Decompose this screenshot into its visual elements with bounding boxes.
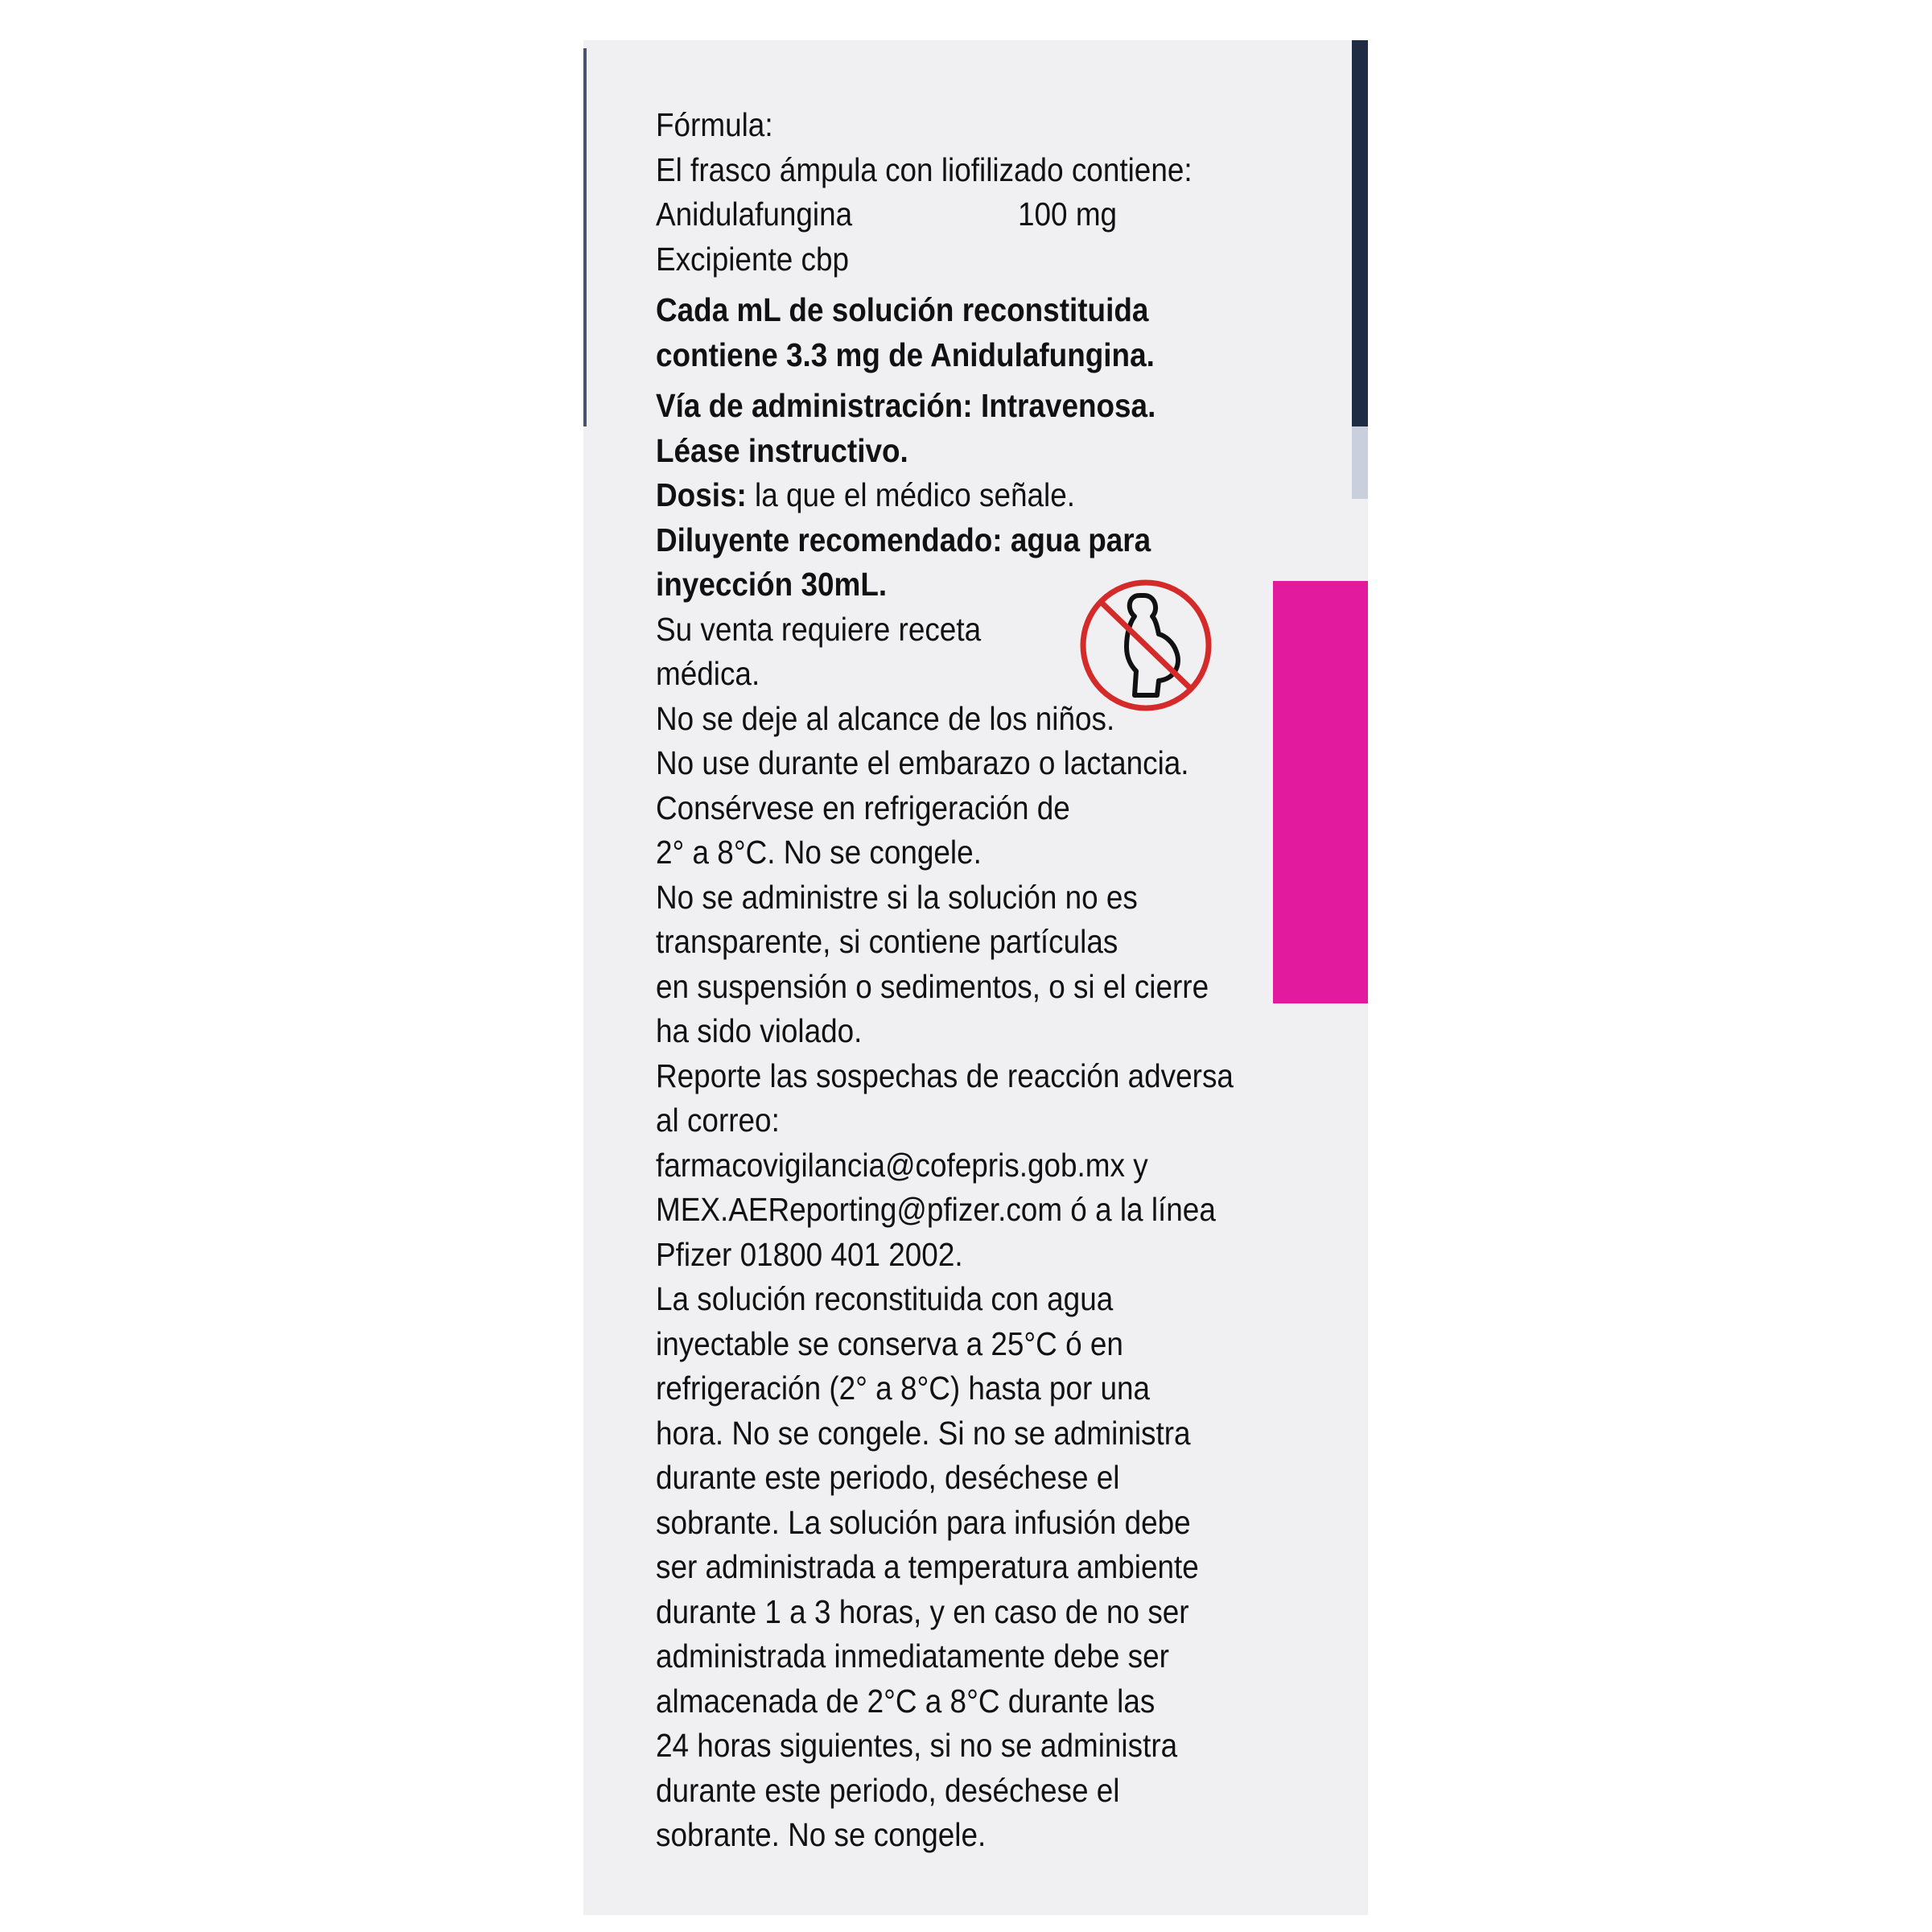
- excipient: Excipiente cbp: [656, 240, 850, 278]
- warning-line: durante este periodo, deséchese el: [656, 1771, 1120, 1809]
- formula-contains: El frasco ámpula con liofilizado contiene:: [656, 150, 1193, 188]
- warning-line: Su venta requiere receta: [656, 610, 982, 648]
- reconstituted-line-2: contiene 3.3 mg de Anidulafungina.: [656, 336, 1155, 373]
- dose-text: la que el médico señale.: [746, 476, 1075, 513]
- warning-line: 24 horas siguientes, si no se administra: [656, 1727, 1178, 1764]
- warning-line: durante 1 a 3 horas, y en caso de no ser: [656, 1592, 1189, 1630]
- warning-line: en suspensión o sedimentos, o si el cierre: [656, 967, 1209, 1005]
- warning-line: ser administrada a temperatura ambiente: [656, 1548, 1199, 1585]
- warning-line: 2° a 8°C. No se congele.: [656, 834, 982, 871]
- warning-line: administrada inmediatamente debe ser: [656, 1637, 1169, 1675]
- dose-label: Dosis:: [656, 476, 747, 513]
- light-color-band: [1352, 426, 1368, 499]
- diluent-line-1: Diluyente recomendado: agua para: [656, 521, 1151, 558]
- warning-line: sobrante. No se congele.: [656, 1816, 987, 1853]
- warning-line: ha sido violado.: [656, 1012, 863, 1049]
- panel-left-edge: [583, 48, 587, 426]
- warning-line: al correo:: [656, 1102, 780, 1139]
- warning-line: almacenada de 2°C a 8°C durante las: [656, 1682, 1155, 1720]
- warning-line: La solución reconstituida con agua: [656, 1280, 1114, 1317]
- warning-line: refrigeración (2° a 8°C) hasta por una: [656, 1370, 1151, 1407]
- warning-line: Reporte las sospechas de reacción adversa: [656, 1057, 1234, 1094]
- formula-title: Fórmula:: [656, 106, 773, 143]
- route-of-administration: Vía de administración: Intravenosa.: [656, 387, 1156, 424]
- ingredient-name: Anidulafungina: [656, 196, 853, 233]
- warning-line: MEX.AEReporting@pfizer.com ó a la línea: [656, 1191, 1216, 1228]
- warning-line: farmacovigilancia@cofepris.gob.mx y: [656, 1146, 1148, 1184]
- warning-line: inyectable se conserva a 25°C ó en: [656, 1324, 1123, 1362]
- warning-line: médica.: [656, 655, 760, 692]
- warning-line: No se deje al alcance de los niños.: [656, 699, 1115, 737]
- warning-line: Pfizer 01800 401 2002.: [656, 1235, 963, 1273]
- warning-line: durante este periodo, deséchese el: [656, 1459, 1120, 1496]
- diluent-line-2: inyección 30mL.: [656, 566, 888, 603]
- warning-line: Consérvese en refrigeración de: [656, 789, 1070, 826]
- dose-line: [656, 473, 1308, 518]
- ingredient-row: [656, 192, 1308, 237]
- navy-color-band: [1352, 40, 1368, 426]
- warning-line: No se administre si la solución no es: [656, 878, 1138, 916]
- warning-line: hora. No se congele. Si no se administra: [656, 1414, 1191, 1452]
- read-instructions: Léase instructivo.: [656, 431, 908, 469]
- warning-line: sobrante. La solución para infusión debe: [656, 1503, 1191, 1541]
- reconstituted-line-1: Cada mL de solución reconstituida: [656, 291, 1149, 328]
- warning-line: No use durante el embarazo o lactancia.: [656, 744, 1189, 781]
- ingredient-amount: 100 mg: [1018, 196, 1118, 233]
- no-pregnancy-icon: [1078, 578, 1213, 713]
- label-text-block: [656, 103, 1308, 1858]
- warning-line: transparente, si contiene partículas: [656, 923, 1118, 960]
